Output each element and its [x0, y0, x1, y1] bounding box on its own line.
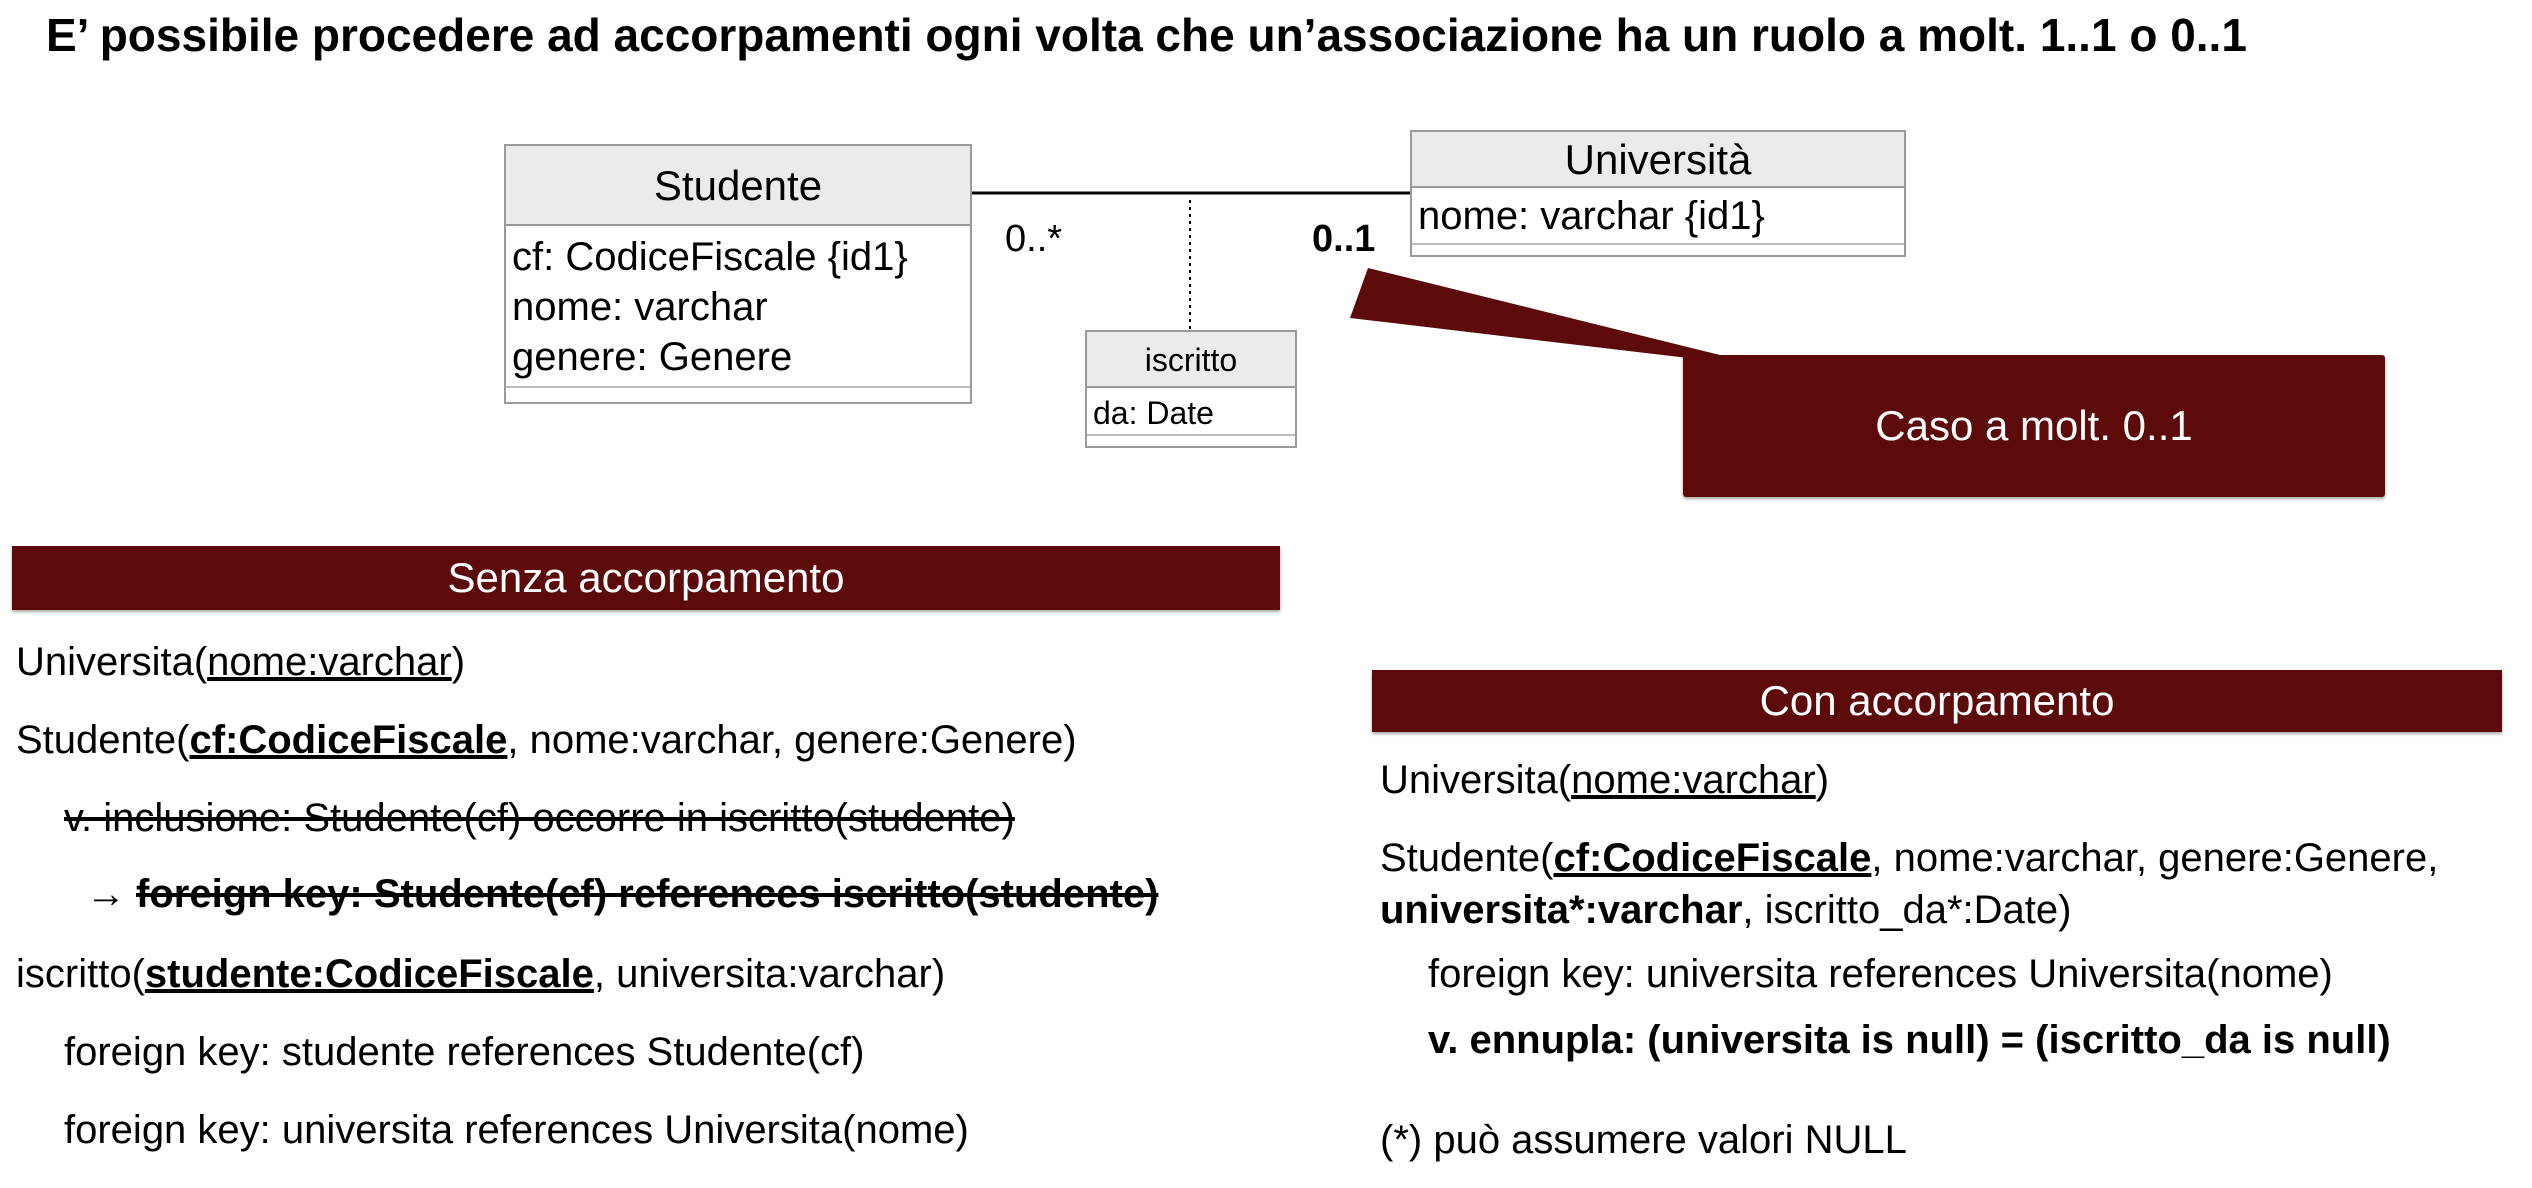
foreign-key: foreign key: universita references Universita(nome): [64, 1108, 969, 1152]
class-studente: [504, 144, 972, 404]
primary-key: cf:CodiceFiscale: [1553, 836, 1872, 880]
primary-key: cf:CodiceFiscale: [189, 718, 508, 762]
relation-studente-continued: universita*:varchar, iscritto_da*:Date): [1380, 888, 2072, 932]
primary-key: nome:varchar: [207, 640, 452, 684]
foreign-key-struck: → foreign key: Studente(cf) references iscritto(studente): [86, 872, 1159, 916]
primary-key: nome:varchar: [1571, 758, 1816, 802]
arrow-icon: →: [86, 872, 126, 916]
class-attribute: nome: varchar {id1}: [1418, 194, 1765, 238]
class-iscritto: [1085, 330, 1297, 448]
class-attribute: nome: varchar: [512, 285, 768, 329]
foreign-key: foreign key: universita references Universita(nome): [1428, 952, 2333, 996]
class-attribute: da: Date: [1093, 395, 1214, 431]
class-attribute: cf: CodiceFiscale {id1}: [512, 235, 908, 279]
class-studente-name: Studente: [506, 146, 970, 226]
constraint-ennupla: v. ennupla: (universita is null) = (iscritto_da is null): [1428, 1018, 2391, 1062]
primary-key: studente:CodiceFiscale: [144, 952, 594, 996]
class-universita-name: Università: [1412, 132, 1904, 188]
relation-universita: Universita(nome:varchar): [1380, 758, 1830, 802]
relation-studente: Studente(cf:CodiceFiscale, nome:varchar, genere:Genere,: [1380, 836, 2439, 880]
class-iscritto-name: iscritto: [1087, 332, 1295, 388]
relation-universita: Universita(nome:varchar): [16, 640, 466, 684]
page-title: E’ possibile procedere ad accorpamenti ogni volta che un’associazione ha un ruolo a molt. 1..1 o 0..1: [46, 9, 2247, 61]
foreign-key: foreign key: studente references Studente(cf): [64, 1030, 865, 1074]
multiplicity-universita: 0..1: [1312, 218, 1376, 260]
relation-iscritto: iscritto(studente:CodiceFiscale, universita:varchar): [16, 952, 946, 996]
constraint-inclusione-struck: v. inclusione: Studente(cf) occorre in iscritto(studente): [64, 796, 1015, 840]
section-heading-senza: Senza accorpamento: [12, 546, 1280, 610]
relation-studente: Studente(cf:CodiceFiscale, nome:varchar, genere:Genere): [16, 718, 1077, 762]
callout-box: Caso a molt. 0..1: [1683, 355, 2385, 497]
null-note: (*) può assumere valori NULL: [1380, 1118, 1907, 1162]
class-universita: [1410, 130, 1906, 257]
class-attribute: genere: Genere: [512, 335, 793, 379]
callout-pointer: [1350, 268, 1720, 360]
multiplicity-studente: 0..*: [1005, 218, 1063, 260]
section-heading-con: Con accorpamento: [1372, 670, 2502, 732]
